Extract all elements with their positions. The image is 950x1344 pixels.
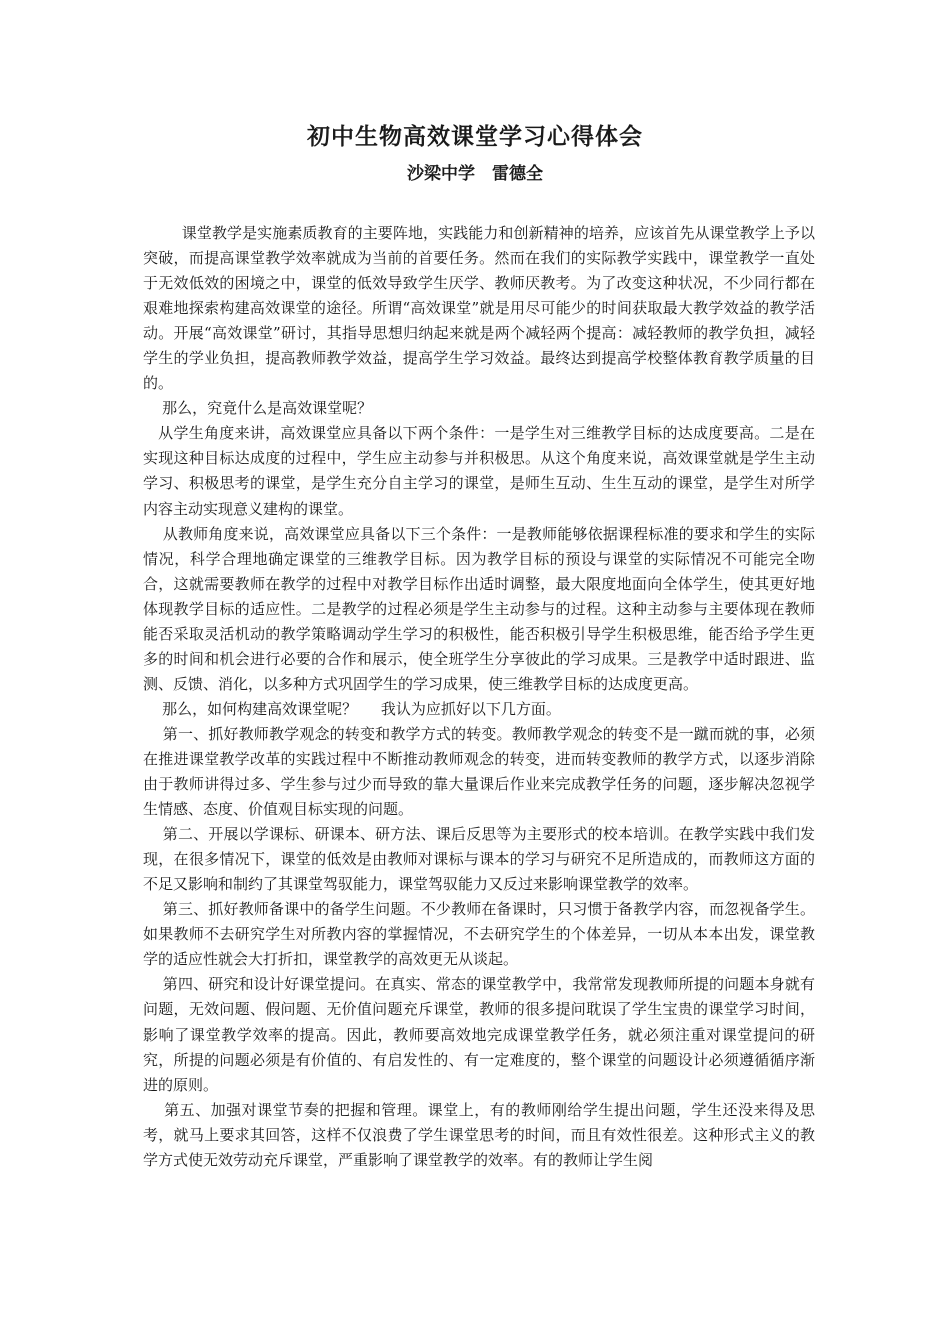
- paragraph-point-one: 第一、抓好教师教学观念的转变和教学方式的转变。教师教学观念的转变不是一蹴而就的事，必须在推进课堂教学改革的实践过程中不断推动教师观念的转变，进而转变教师的教学方式，以逐步消除由于教师讲得过多、学生参与过少而导致的靠大量课后作业来完成教学任务的问题，逐步解决忽视学生情感、态度、价值观目标实现的问题。: [143, 724, 815, 819]
- paragraph-intro: 课堂教学是实施素质教育的主要阵地，实践能力和创新精神的培养，应该首先从课堂教学上予以突破，而提高课堂教学效率就成为当前的首要任务。然而在我们的实际教学实践中，课堂教学一直处于无效低效的困境之中，课堂的低效导致学生厌学、教师厌教考。为了改变这种状况，不少同行都在艰难地探索构建高效课堂的途径。所谓“高效课堂”就是用尽可能少的时间获取最大教学效益的教学活动。开展“高效课堂”研讨，其指导思想归纳起来就是两个减轻两个提高：减轻教师的教学负担，减轻学生的学业负担，提高教师教学效益，提高学生学习效益。最终达到提高学校整体教育教学质量的目的。: [143, 224, 815, 393]
- paragraph-point-two: 第二、开展以学课标、研课本、研方法、课后反思等为主要形式的校本培训。在教学实践中我们发现，在很多情况下，课堂的低效是由教师对课标与课本的学习与研究不足所造成的，而教师这方面的不足又影响和制约了其课堂驾驭能力，课堂驾驭能力又反过来影响课堂教学的效率。: [143, 825, 815, 894]
- document-title: 初中生物高效课堂学习心得体会: [307, 123, 643, 150]
- document-body: [143, 221, 815, 1173]
- paragraph-point-three: 第三、抓好教师备课中的备学生问题。不少教师在备课时，只习惯于备教学内容，而忽视备学生。如果教师不去研究学生对所教内容的掌握情况，不去研究学生的个体差异，一切从本本出发，课堂教学的适应性就会大打折扣，课堂教学的高效更无从谈起。: [143, 900, 815, 969]
- author-line: 沙梁中学 雷德全: [407, 164, 543, 184]
- paragraph-question-definition: 那么，究竟什么是高效课堂呢？: [143, 399, 373, 418]
- paragraph-point-four: 第四、研究和设计好课堂提问。在真实、常态的课堂教学中，我常常发现教师所提的问题本身就有问题，无效问题、假问题、无价值问题充斥课堂，教师的很多提问耽误了学生宝贵的课堂学习时间，影响了课堂教学效率的提高。因此，教师要高效地完成课堂教学任务，就必须注重对课堂提问的研究，所提的问题必须是有价值的、有启发性的、有一定难度的，整个课堂的问题设计必须遵循循序渐进的原则。: [143, 975, 815, 1094]
- paragraph-question-how: 那么，如何构建高效课堂呢？ 我认为应抓好以下几方面。: [143, 699, 561, 718]
- paragraph-point-five: 第五、加强对课堂节奏的把握和管理。课堂上，有的教师刚给学生提出问题，学生还没来得及思考，就马上要求其回答，这样不仅浪费了学生课堂思考的时间，而且有效性很差。这种形式主义的教学方式使无效劳动充斥课堂，严重影响了课堂教学的效率。有的教师让学生阅: [143, 1100, 815, 1169]
- paragraph-teacher-perspective: 从教师角度来说，高效课堂应具备以下三个条件：一是教师能够依据课程标准的要求和学生的实际情况，科学合理地确定课堂的三维教学目标。因为教学目标的预设与课堂的实际情况不可能完全吻合，这就需要教师在教学的过程中对教学目标作出适时调整，最大限度地面向全体学生，使其更好地体现教学目标的适应性。二是教学的过程必须是学生主动参与的过程。这种主动参与主要体现在教师能否采取灵活机动的教学策略调动学生学习的积极性，能否积极引导学生积极思维，能否给予学生更多的时间和机会进行必要的合作和展示，使全班学生分享彼此的学习成果。三是教学中适时跟进、监测、反馈、消化，以多种方式巩固学生的学习成果，使三维教学目标的达成度更高。: [143, 524, 815, 693]
- paragraph-student-perspective: 从学生角度来讲，高效课堂应具备以下两个条件：一是学生对三维教学目标的达成度要高。二是在实现这种目标达成度的过程中，学生应主动参与并积极思。从这个角度来说，高效课堂就是学生主动学习、积极思考的课堂，是学生充分自主学习的课堂，是师生互动、生生互动的课堂，是学生对所学内容主动实现意义建构的课堂。: [143, 424, 815, 518]
